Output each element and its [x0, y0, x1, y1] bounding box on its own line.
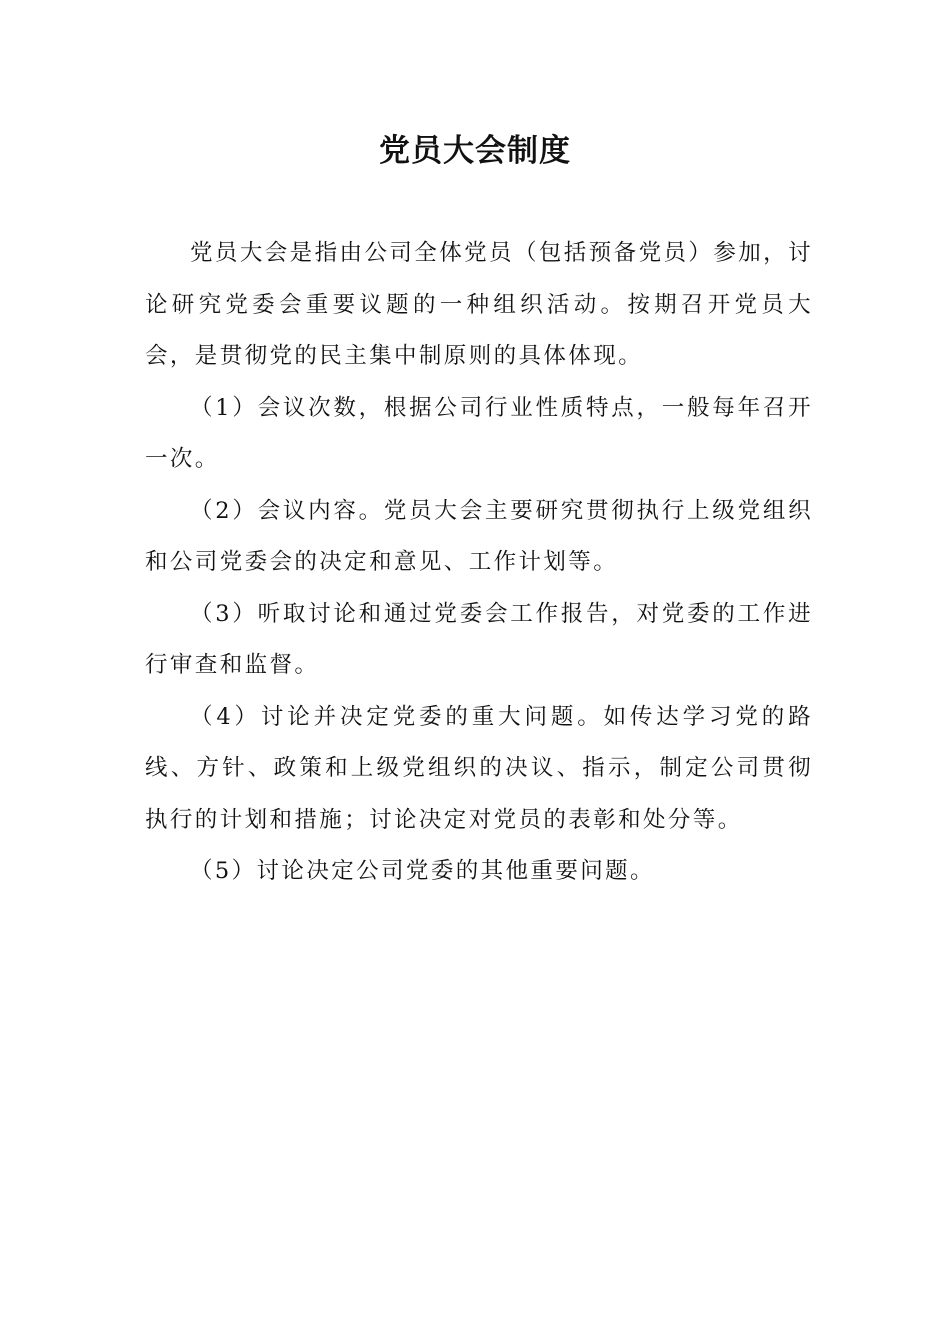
document-title: 党员大会制度: [379, 133, 571, 169]
document-body: [145, 228, 813, 898]
item-major-decisions: （4）讨论并决定党委的重大问题。如传达学习党的路线、方针、政策和上级党组织的决议、指示，制定公司贯彻执行的计划和措施；讨论决定对党员的表彰和处分等。: [145, 703, 813, 833]
item-meeting-frequency: （1）会议次数，根据公司行业性质特点，一般每年召开一次。: [145, 394, 813, 472]
item-work-report-review: （3）听取讨论和通过党委会工作报告，对党委的工作进行审查和监督。: [145, 600, 813, 678]
intro-paragraph: 党员大会是指由公司全体党员（包括预备党员）参加，讨论研究党委会重要议题的一种组织活动。按期召开党员大会，是贯彻党的民主集中制原则的具体体现。: [145, 240, 813, 369]
item-meeting-content: （2）会议内容。党员大会主要研究贯彻执行上级党组织和公司党委会的决定和意见、工作计划等。: [145, 497, 813, 575]
item-other-issues: （5）讨论决定公司党委的其他重要问题。: [190, 858, 655, 884]
